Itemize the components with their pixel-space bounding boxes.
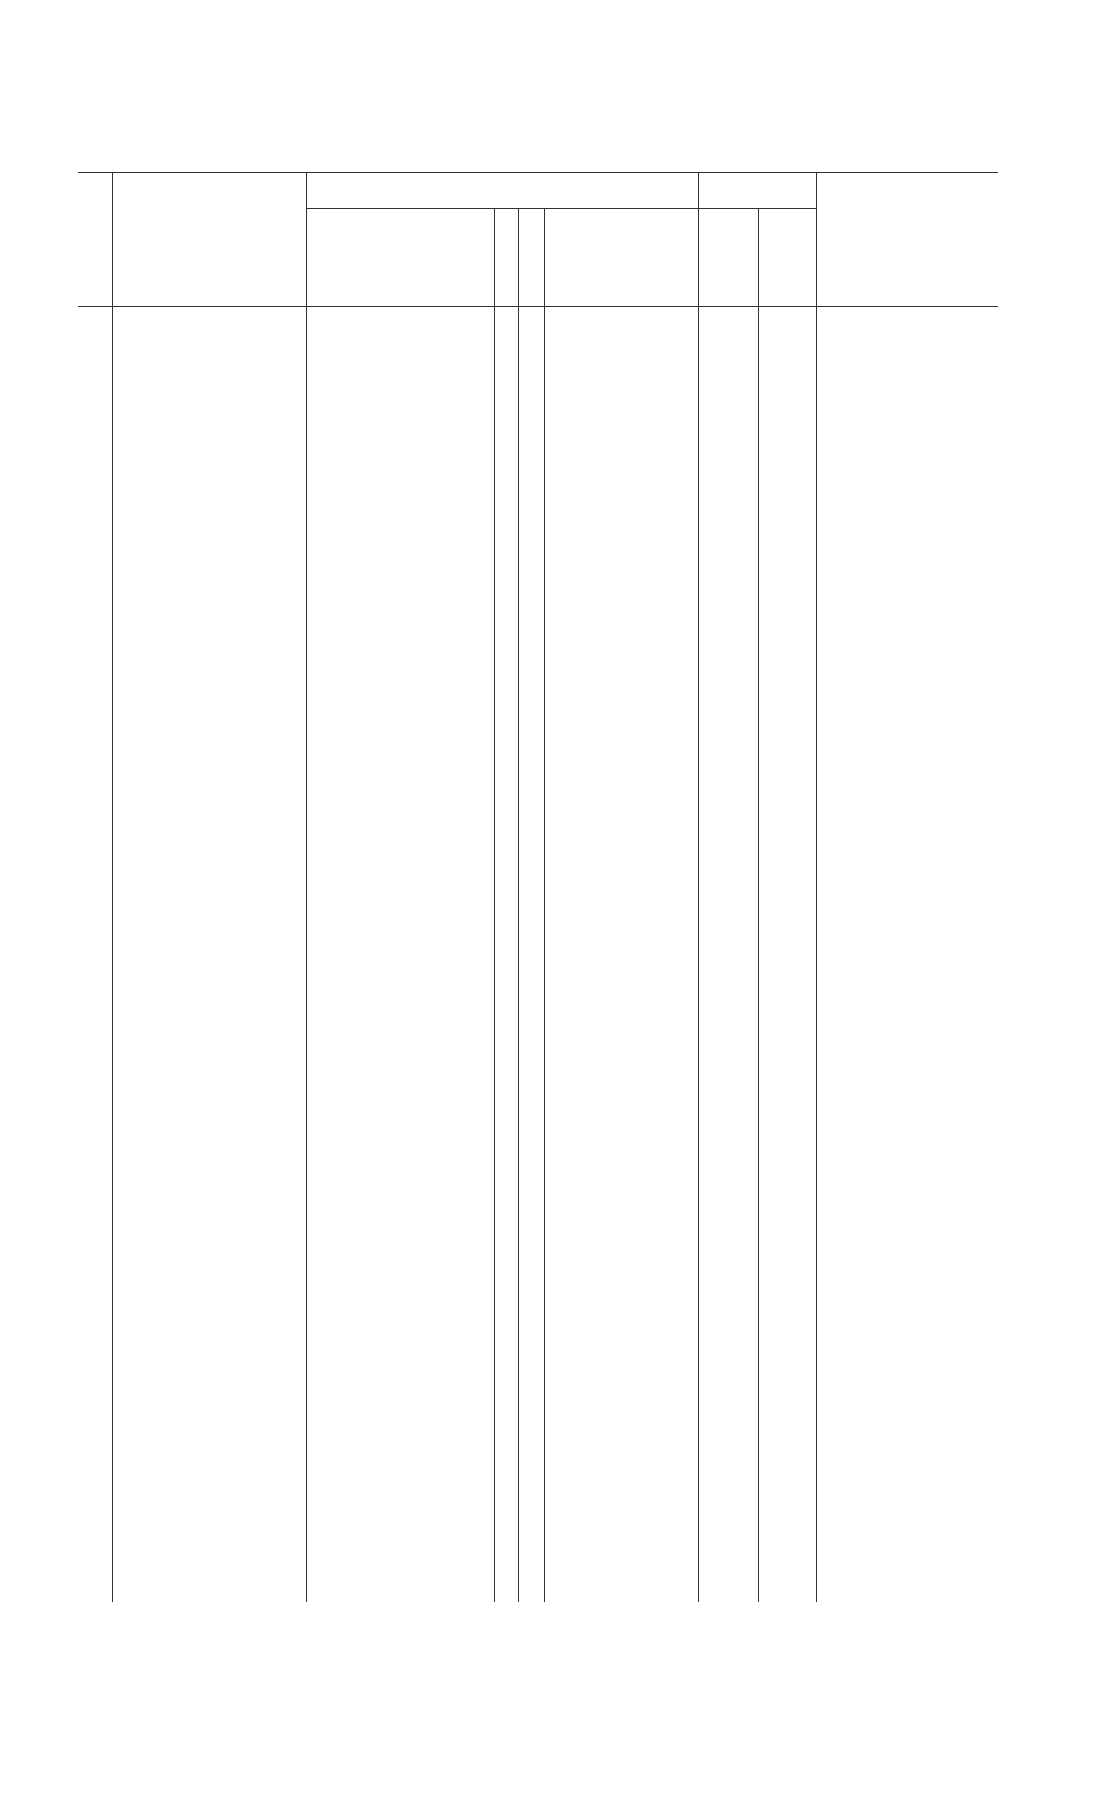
header-top-rule [78,172,998,173]
col-line-6 [698,172,699,1602]
col-line-2 [306,172,307,1602]
col-line-1 [112,172,113,1602]
classification-underline [306,208,698,209]
col-line-5 [544,208,545,1602]
service-underline [698,208,816,209]
col-line-7 [758,208,759,1602]
col-line-4 [518,208,519,1602]
col-line-8 [816,172,817,1602]
header-bottom-rule [78,306,998,307]
col-line-3 [494,208,495,1602]
